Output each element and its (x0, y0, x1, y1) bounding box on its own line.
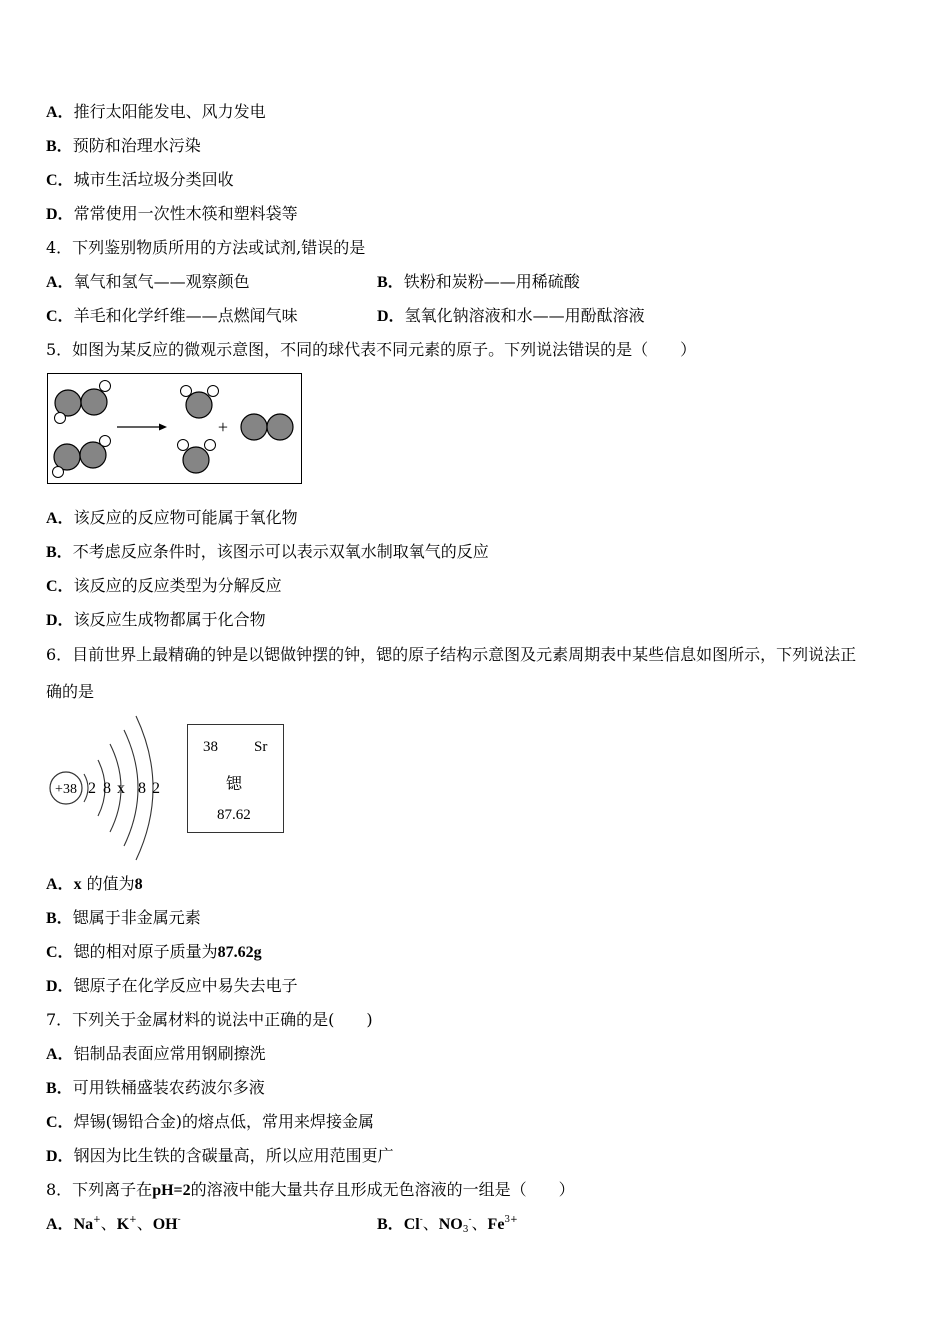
ion-subscript: 3 (462, 1225, 469, 1235)
atom-structure-diagram (44, 712, 174, 862)
q5-option-d (46, 610, 266, 631)
atomic-mass: 87.62 (217, 807, 251, 823)
ion-iron: Fe (487, 1216, 505, 1233)
ion-hydroxide: OH (152, 1216, 178, 1233)
option-letter: B． (46, 910, 73, 927)
option-letter: C． (46, 172, 74, 189)
option-text: 预防和治理水污染 (72, 136, 201, 155)
q4-option-b (377, 272, 580, 293)
option-letter: A． (46, 510, 74, 527)
q6-option-b (46, 908, 201, 929)
q6-option-c (46, 942, 262, 963)
option-text: 可用铁桶盛装农药波尔多液 (72, 1078, 265, 1097)
option-letter: B． (377, 1216, 404, 1233)
ion-sodium: Na (73, 1216, 94, 1233)
ion-charge: - (468, 1215, 472, 1225)
q7-option-b (46, 1078, 265, 1099)
option-letter: A． (46, 1046, 74, 1063)
option-text: 的值为 (86, 874, 135, 893)
option-text: 铝制品表面应常用钢刷擦洗 (73, 1044, 266, 1063)
q6-stem-line1: 6．目前世界上最精确的钟是以锶做钟摆的钟，锶的原子结构示意图及元素周期表中某些信息如图所示，下列说法正 (46, 645, 857, 664)
shell-5-electrons: 2 (152, 780, 160, 797)
option-text: 锶属于非金属元素 (72, 908, 201, 927)
option-text: 锶的相对原子质量为 (73, 942, 218, 961)
q4-stem: 4．下列鉴别物质所用的方法或试剂,错误的是 (46, 238, 366, 257)
separator: 、 (100, 1214, 117, 1233)
shell-4-electrons: 8 (138, 780, 146, 797)
q4-option-a (46, 272, 250, 293)
q8-option-a (46, 1214, 181, 1235)
nucleus-charge: +38 (55, 782, 77, 797)
option-variable: x (73, 876, 82, 893)
option-letter: C． (46, 944, 74, 961)
q8-stem (46, 1180, 575, 1201)
q7-stem: 7．下列关于金属材料的说法中正确的是( ) (46, 1010, 373, 1029)
option-letter: A． (46, 1216, 74, 1233)
ion-nitrate: NO (438, 1216, 463, 1233)
option-letter: B． (46, 1080, 73, 1097)
q4-option-d (377, 306, 645, 327)
option-text: 不考虑反应条件时，该图示可以表示双氧水制取氧气的反应 (72, 542, 489, 561)
q8-option-b (377, 1214, 518, 1235)
option-letter: A． (46, 274, 74, 291)
option-letter: D． (46, 978, 74, 995)
q7-option-c (46, 1112, 374, 1133)
q8-stem-ph: pH=2 (152, 1182, 191, 1199)
q3-option-b (46, 136, 201, 157)
separator: 、 (471, 1214, 488, 1233)
option-letter: B． (46, 138, 73, 155)
q6-stem-line2: 确的是 (46, 682, 95, 701)
q8-stem-pre: 8．下列离子在 (46, 1180, 153, 1199)
ion-chloride: Cl (403, 1216, 420, 1233)
shell-2-electrons: 8 (103, 780, 111, 797)
option-text: 钢因为比生铁的含碳量高，所以应用范围更广 (73, 1146, 394, 1165)
q3-option-c (46, 170, 234, 191)
option-value: 8 (134, 876, 143, 893)
option-letter: C． (46, 1114, 74, 1131)
shell-3-electrons: x (117, 780, 125, 797)
ion-charge: 3+ (504, 1215, 518, 1225)
separator: 、 (136, 1214, 153, 1233)
option-text: 该反应的反应类型为分解反应 (73, 576, 282, 595)
q6-option-d (46, 976, 298, 997)
ion-charge: - (419, 1215, 423, 1225)
separator: 、 (422, 1214, 439, 1233)
option-text: 锶原子在化学反应中易失去电子 (73, 976, 298, 995)
ion-potassium: K (116, 1216, 130, 1233)
option-letter: B． (46, 544, 73, 561)
q4-option-c (46, 306, 298, 327)
q3-option-a (46, 102, 266, 123)
option-text: 焊锡(锡铅合金)的熔点低，常用来焊接金属 (73, 1112, 375, 1131)
option-text: 该反应生成物都属于化合物 (73, 610, 266, 629)
q5-option-b (46, 542, 489, 563)
element-symbol: Sr (254, 739, 268, 755)
plus-sign: + (217, 417, 229, 437)
q7-option-d (46, 1146, 394, 1167)
q5-option-c (46, 576, 282, 597)
ion-charge: + (129, 1215, 137, 1225)
option-value: 87.62g (217, 944, 262, 961)
q3-option-d (46, 204, 298, 225)
q5-option-a (46, 508, 298, 529)
option-letter: D． (46, 206, 74, 223)
option-text: 推行太阳能发电、风力发电 (73, 102, 266, 121)
option-letter: D． (377, 308, 405, 325)
option-text: 常常使用一次性木筷和塑料袋等 (73, 204, 298, 223)
shell-1-electrons: 2 (88, 780, 96, 797)
q5-stem: 5．如图为某反应的微观示意图，不同的球代表不同元素的原子。下列说法错误的是（ ） (46, 340, 697, 359)
q7-option-a (46, 1044, 266, 1065)
option-text: 羊毛和化学纤维——点燃闻气味 (73, 306, 298, 325)
option-letter: A． (46, 876, 74, 893)
option-text: 氢氧化钠溶液和水——用酚酞溶液 (404, 306, 645, 325)
option-letter: C． (46, 308, 74, 325)
option-text: 氧气和氢气——观察颜色 (73, 272, 250, 291)
option-letter: C． (46, 578, 74, 595)
ion-charge: + (93, 1215, 101, 1225)
element-card (187, 724, 284, 833)
ion-charge: - (177, 1215, 181, 1225)
option-text: 城市生活垃圾分类回收 (73, 170, 234, 189)
option-letter: B． (377, 274, 404, 291)
atomic-number: 38 (203, 739, 218, 755)
q6-option-a (46, 874, 143, 895)
option-text: 铁粉和炭粉——用稀硫酸 (403, 272, 580, 291)
reaction-diagram (47, 373, 303, 485)
option-letter: A． (46, 104, 74, 121)
element-name: 锶 (226, 774, 243, 793)
option-text: 该反应的反应物可能属于氧化物 (73, 508, 298, 527)
q8-stem-post: 的溶液中能大量共存且形成无色溶液的一组是（ ） (190, 1180, 575, 1199)
option-letter: D． (46, 612, 74, 629)
option-letter: D． (46, 1148, 74, 1165)
